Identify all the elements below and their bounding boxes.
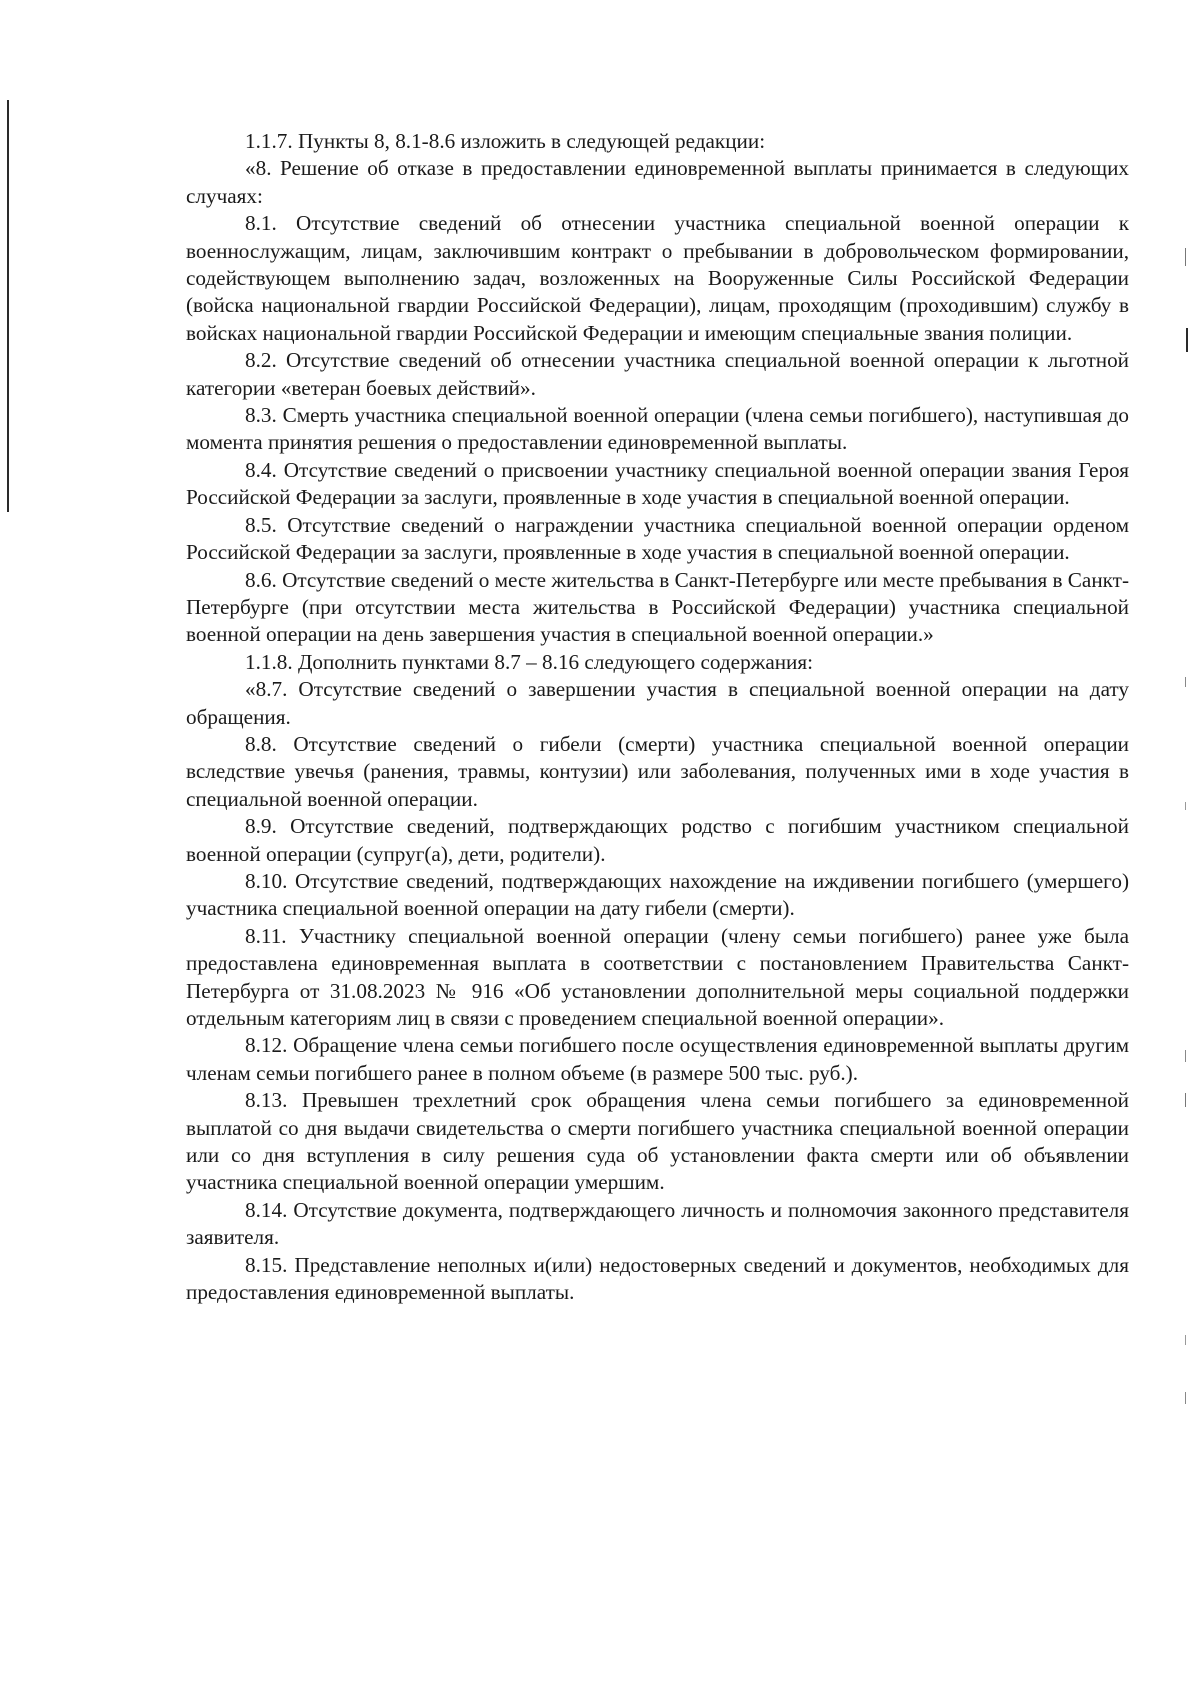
paragraph-8-6: 8.6. Отсутствие сведений о месте жительства в Санкт-Петербурге или месте пребывания в Санкт-Петербурге (при отсутствии места жительства в Российской Федерации) участника специальной военной операции на день завершения участия в специальной военной операции.» <box>186 567 1129 647</box>
paragraph-8-4: 8.4. Отсутствие сведений о присвоении участнику специальной военной операции звания Героя Российской Федерации за заслуги, проявленные в ходе участия в специальной военной операции. <box>186 457 1129 510</box>
scan-edge-mark <box>1185 248 1186 266</box>
scan-edge-mark <box>1185 1392 1186 1404</box>
paragraph-8-12: 8.12. Обращение члена семьи погибшего после осуществления единовременной выплаты другим членам семьи погибшего ранее в полном объеме (в размере 500 тыс. руб.). <box>186 1033 1129 1085</box>
paragraph-8-8: 8.8. Отсутствие сведений о гибели (смерти) участника специальной военной операции вследствие увечья (ранения, травмы, контузии) или заболевания, полученных ими в ходе участия в специальной военной операции. <box>186 731 1129 811</box>
scan-edge-mark <box>1186 328 1188 352</box>
document-body <box>186 128 1129 1306</box>
paragraph-8-13: 8.13. Превышен трехлетний срок обращения члена семьи погибшего за единовременной выплатой со дня выдачи свидетельства о смерти погибшего участника специальной военной операции или со дня вступления в силу решения суда об установлении факта смерти или об объявлении участника специальной военной операции умершим. <box>186 1088 1129 1195</box>
paragraph-1-1-7: 1.1.7. Пункты 8, 8.1-8.6 изложить в следующей редакции: <box>245 129 766 153</box>
scan-edge-mark <box>1185 1093 1186 1107</box>
paragraph-8-7: «8.7. Отсутствие сведений о завершении участия в специальной военной операции на дату обращения. <box>186 677 1129 729</box>
paragraph-8-11: 8.11. Участнику специальной военной операции (члену семьи погибшего) ранее уже была предоставлена единовременная выплата в соответствии с постановлением Правительства Санкт-Петербурга от 31.08.2023 № 916 «Об установлении дополнительной меры социальной поддержки отдельным категориям лиц в связи с проведением специальной военной операции». <box>186 923 1129 1030</box>
paragraph-1-1-8: 1.1.8. Дополнить пунктами 8.7 – 8.16 следующего содержания: <box>245 649 814 674</box>
paragraph-8-14: 8.14. Отсутствие документа, подтверждающего личность и полномочия законного представителя заявителя. <box>186 1197 1129 1250</box>
scan-edge-mark <box>7 100 9 512</box>
paragraph-8-10: 8.10. Отсутствие сведений, подтверждающих нахождение на иждивении погибшего (умершего) участника специальной военной операции на дату гибели (смерти). <box>186 868 1129 921</box>
scan-edge-mark <box>1185 802 1186 810</box>
paragraph-8-15: 8.15. Представление неполных и(или) недостоверных сведений и документов, необходимых для предоставления единовременной выплаты. <box>186 1252 1129 1305</box>
paragraph-8-2: 8.2. Отсутствие сведений об отнесении участника специальной военной операции к льготной категории «ветеран боевых действий». <box>186 348 1129 400</box>
paragraph-8-1: 8.1. Отсутствие сведений об отнесении участника специальной военной операции к военнослужащим, лицам, заключившим контракт о пребывании в добровольческом формировании, содействующем выполнению задач, возложенных на Вооруженные Силы Российской Федерации (войска национальной гвардии Российской Федерации), лицам, проходящим (проходившим) службу в войсках национальной гвардии Российской Федерации и имеющим специальные звания полиции. <box>186 211 1129 345</box>
scan-edge-mark <box>1185 677 1186 687</box>
scan-edge-mark <box>1185 1335 1186 1345</box>
scan-edge-mark <box>1185 1050 1186 1062</box>
paragraph-8-9: 8.9. Отсутствие сведений, подтверждающих родство с погибшим участником специальной военной операции (супруг(а), дети, родители). <box>186 814 1129 866</box>
paragraph-8: «8. Решение об отказе в предоставлении единовременной выплаты принимается в следующих случаях: <box>186 156 1129 208</box>
paragraph-8-3: 8.3. Смерть участника специальной военной операции (члена семьи погибшего), наступившая до момента принятия решения о предоставлении единовременной выплаты. <box>186 403 1129 455</box>
paragraph-8-5: 8.5. Отсутствие сведений о награждении участника специальной военной операции орденом Российской Федерации за заслуги, проявленные в ходе участия в специальной военной операции. <box>186 512 1129 565</box>
